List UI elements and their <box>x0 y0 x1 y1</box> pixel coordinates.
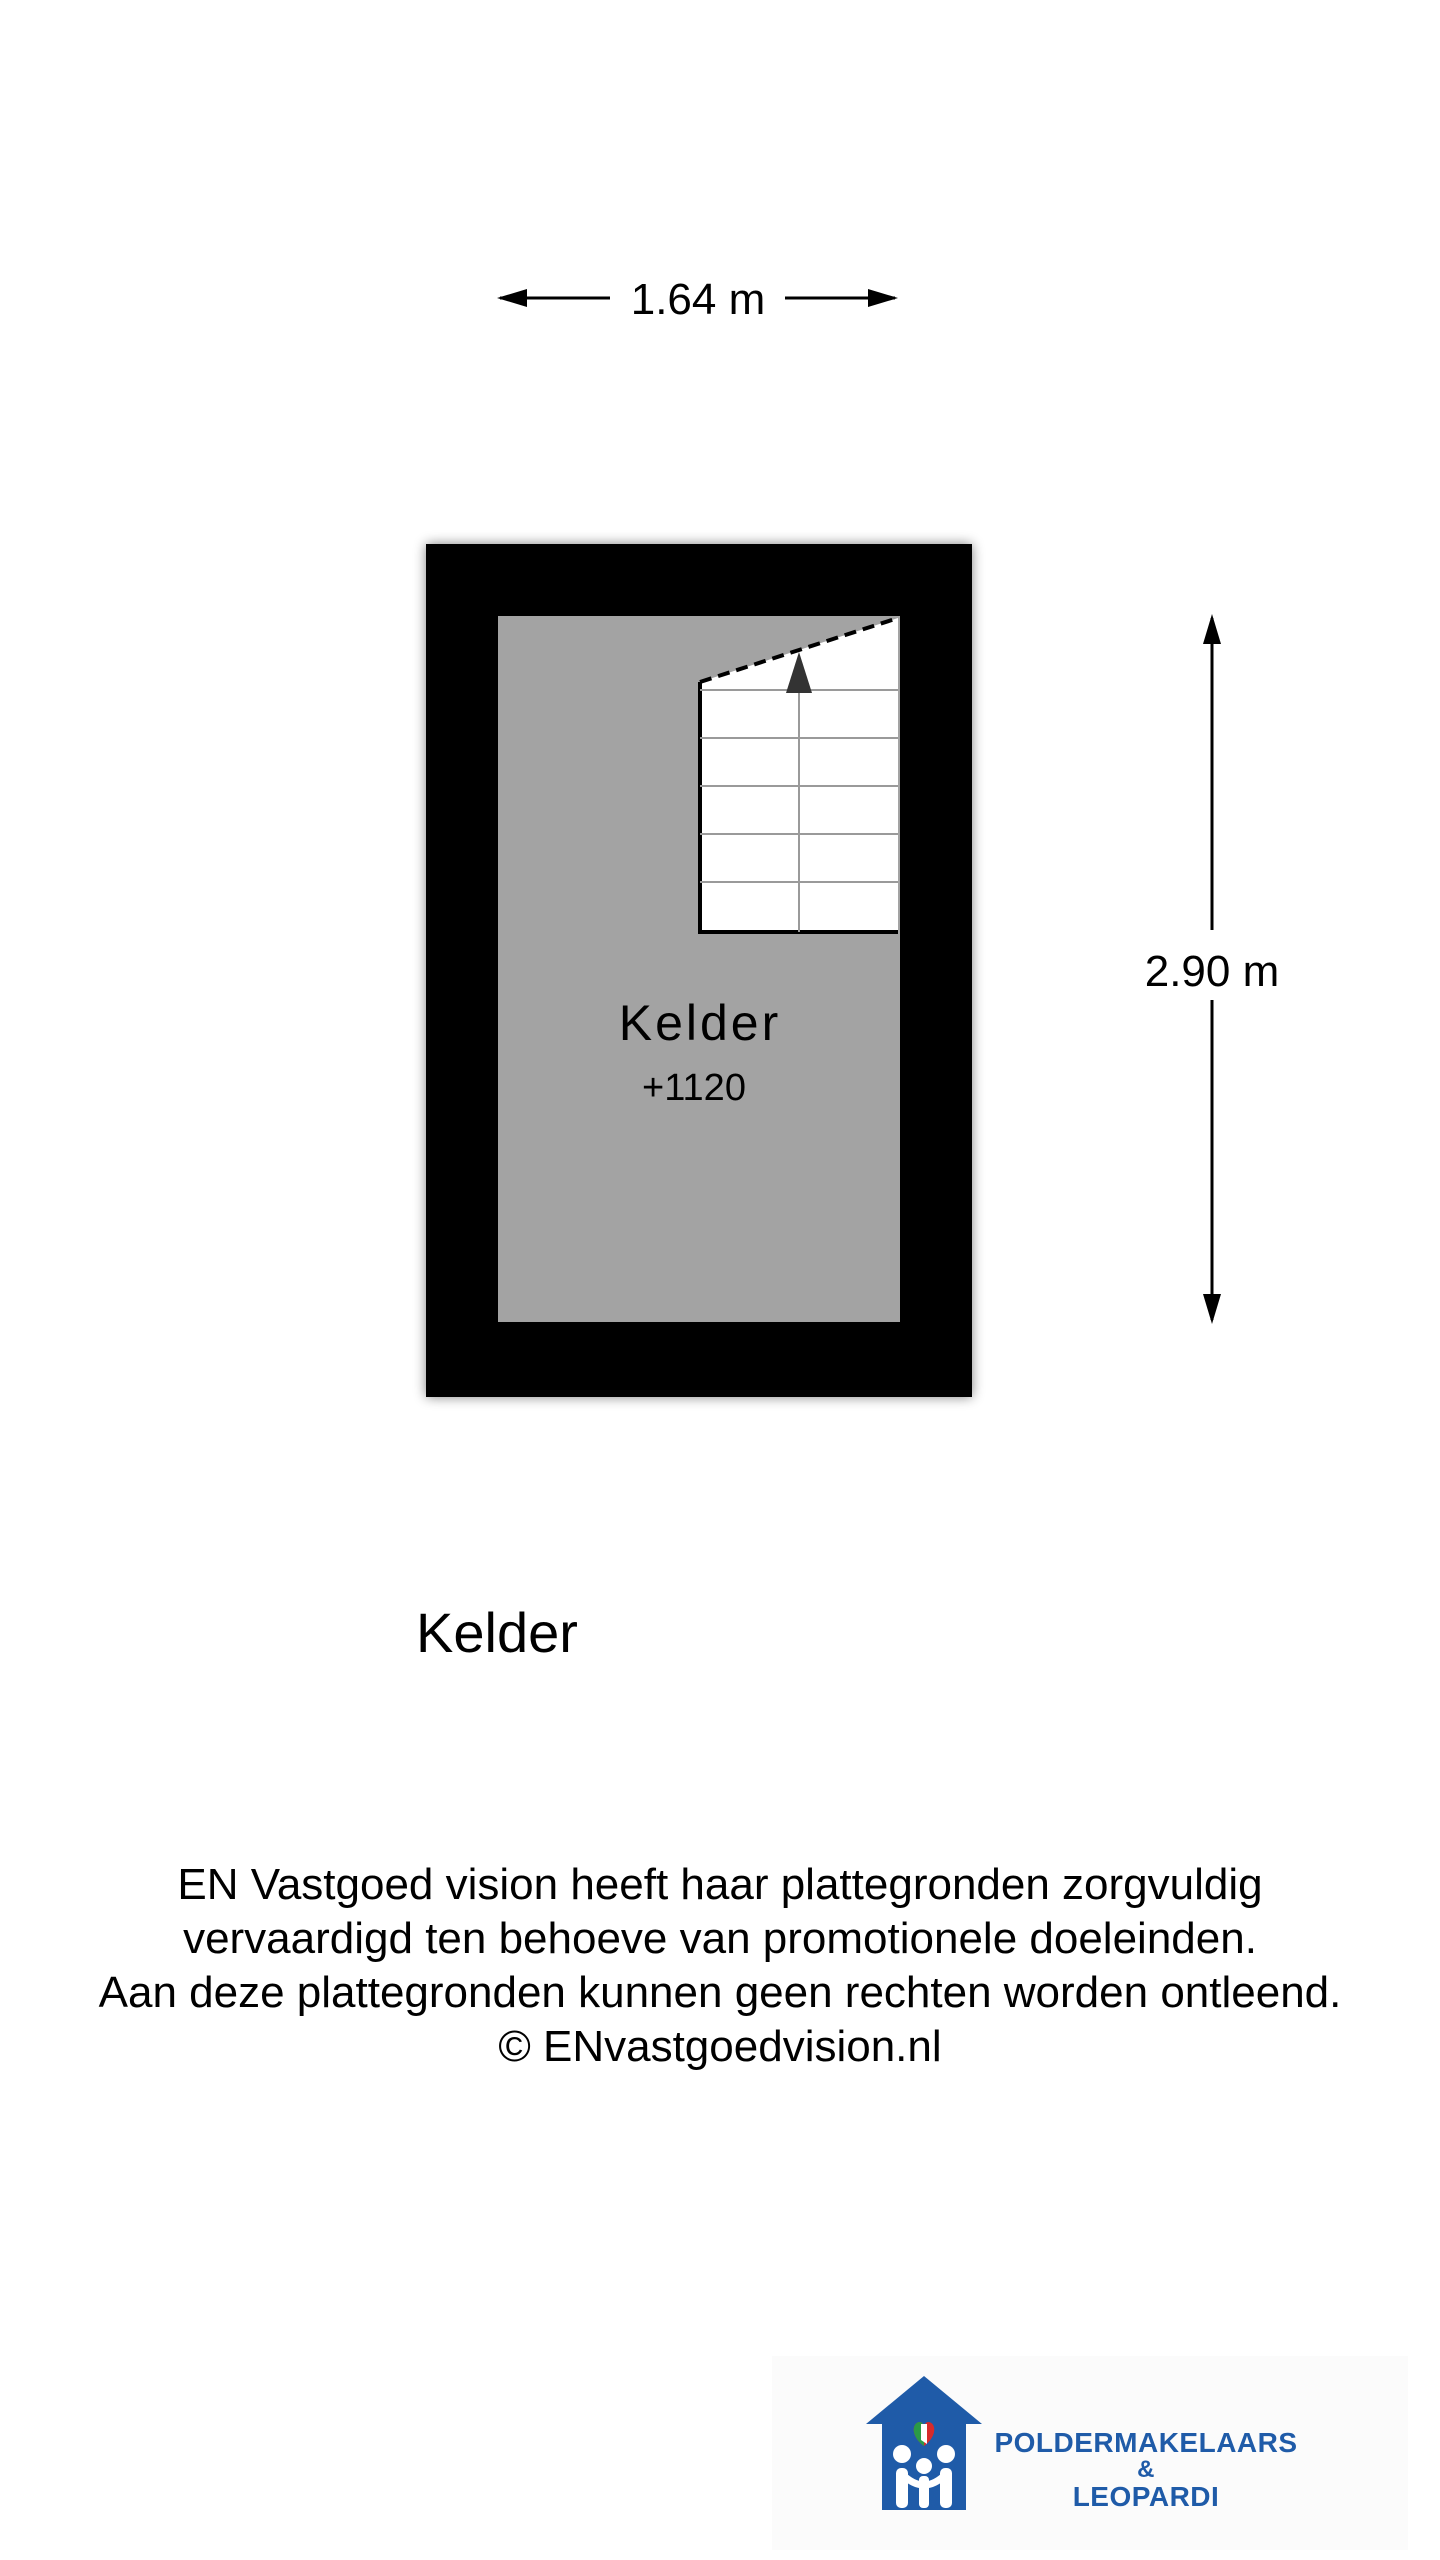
logo-ampersand: & <box>1137 2456 1155 2483</box>
disclaimer-line: vervaardigd ten behoeve van promotionele doeleinden. <box>183 1914 1257 1963</box>
logo-line: LEOPARDI <box>1072 2481 1220 2512</box>
room-name: Kelder <box>618 995 782 1051</box>
width-label: 1.64 m <box>630 275 766 324</box>
height-label: 2.90 m <box>1144 947 1280 996</box>
height-dimension <box>1145 614 1280 1324</box>
room-code: +1120 <box>642 1067 746 1109</box>
disclaimer-line: Aan deze plattegronden kunnen geen rechten worden ontleend. <box>98 1968 1342 2017</box>
company-logo <box>772 2356 1408 2550</box>
disclaimer-line: EN Vastgoed vision heeft haar plattegronden zorgvuldig <box>177 1860 1263 1909</box>
disclaimer <box>0 1858 1440 2074</box>
logo-text <box>986 2428 1306 2512</box>
house-family-heart-icon <box>864 2374 984 2514</box>
logo-line: POLDERMAKELAARS <box>994 2427 1298 2458</box>
copyright-line: © ENvastgoedvision.nl <box>498 2022 942 2071</box>
width-dimension <box>497 275 898 324</box>
floor-title: Kelder <box>416 1601 578 1664</box>
